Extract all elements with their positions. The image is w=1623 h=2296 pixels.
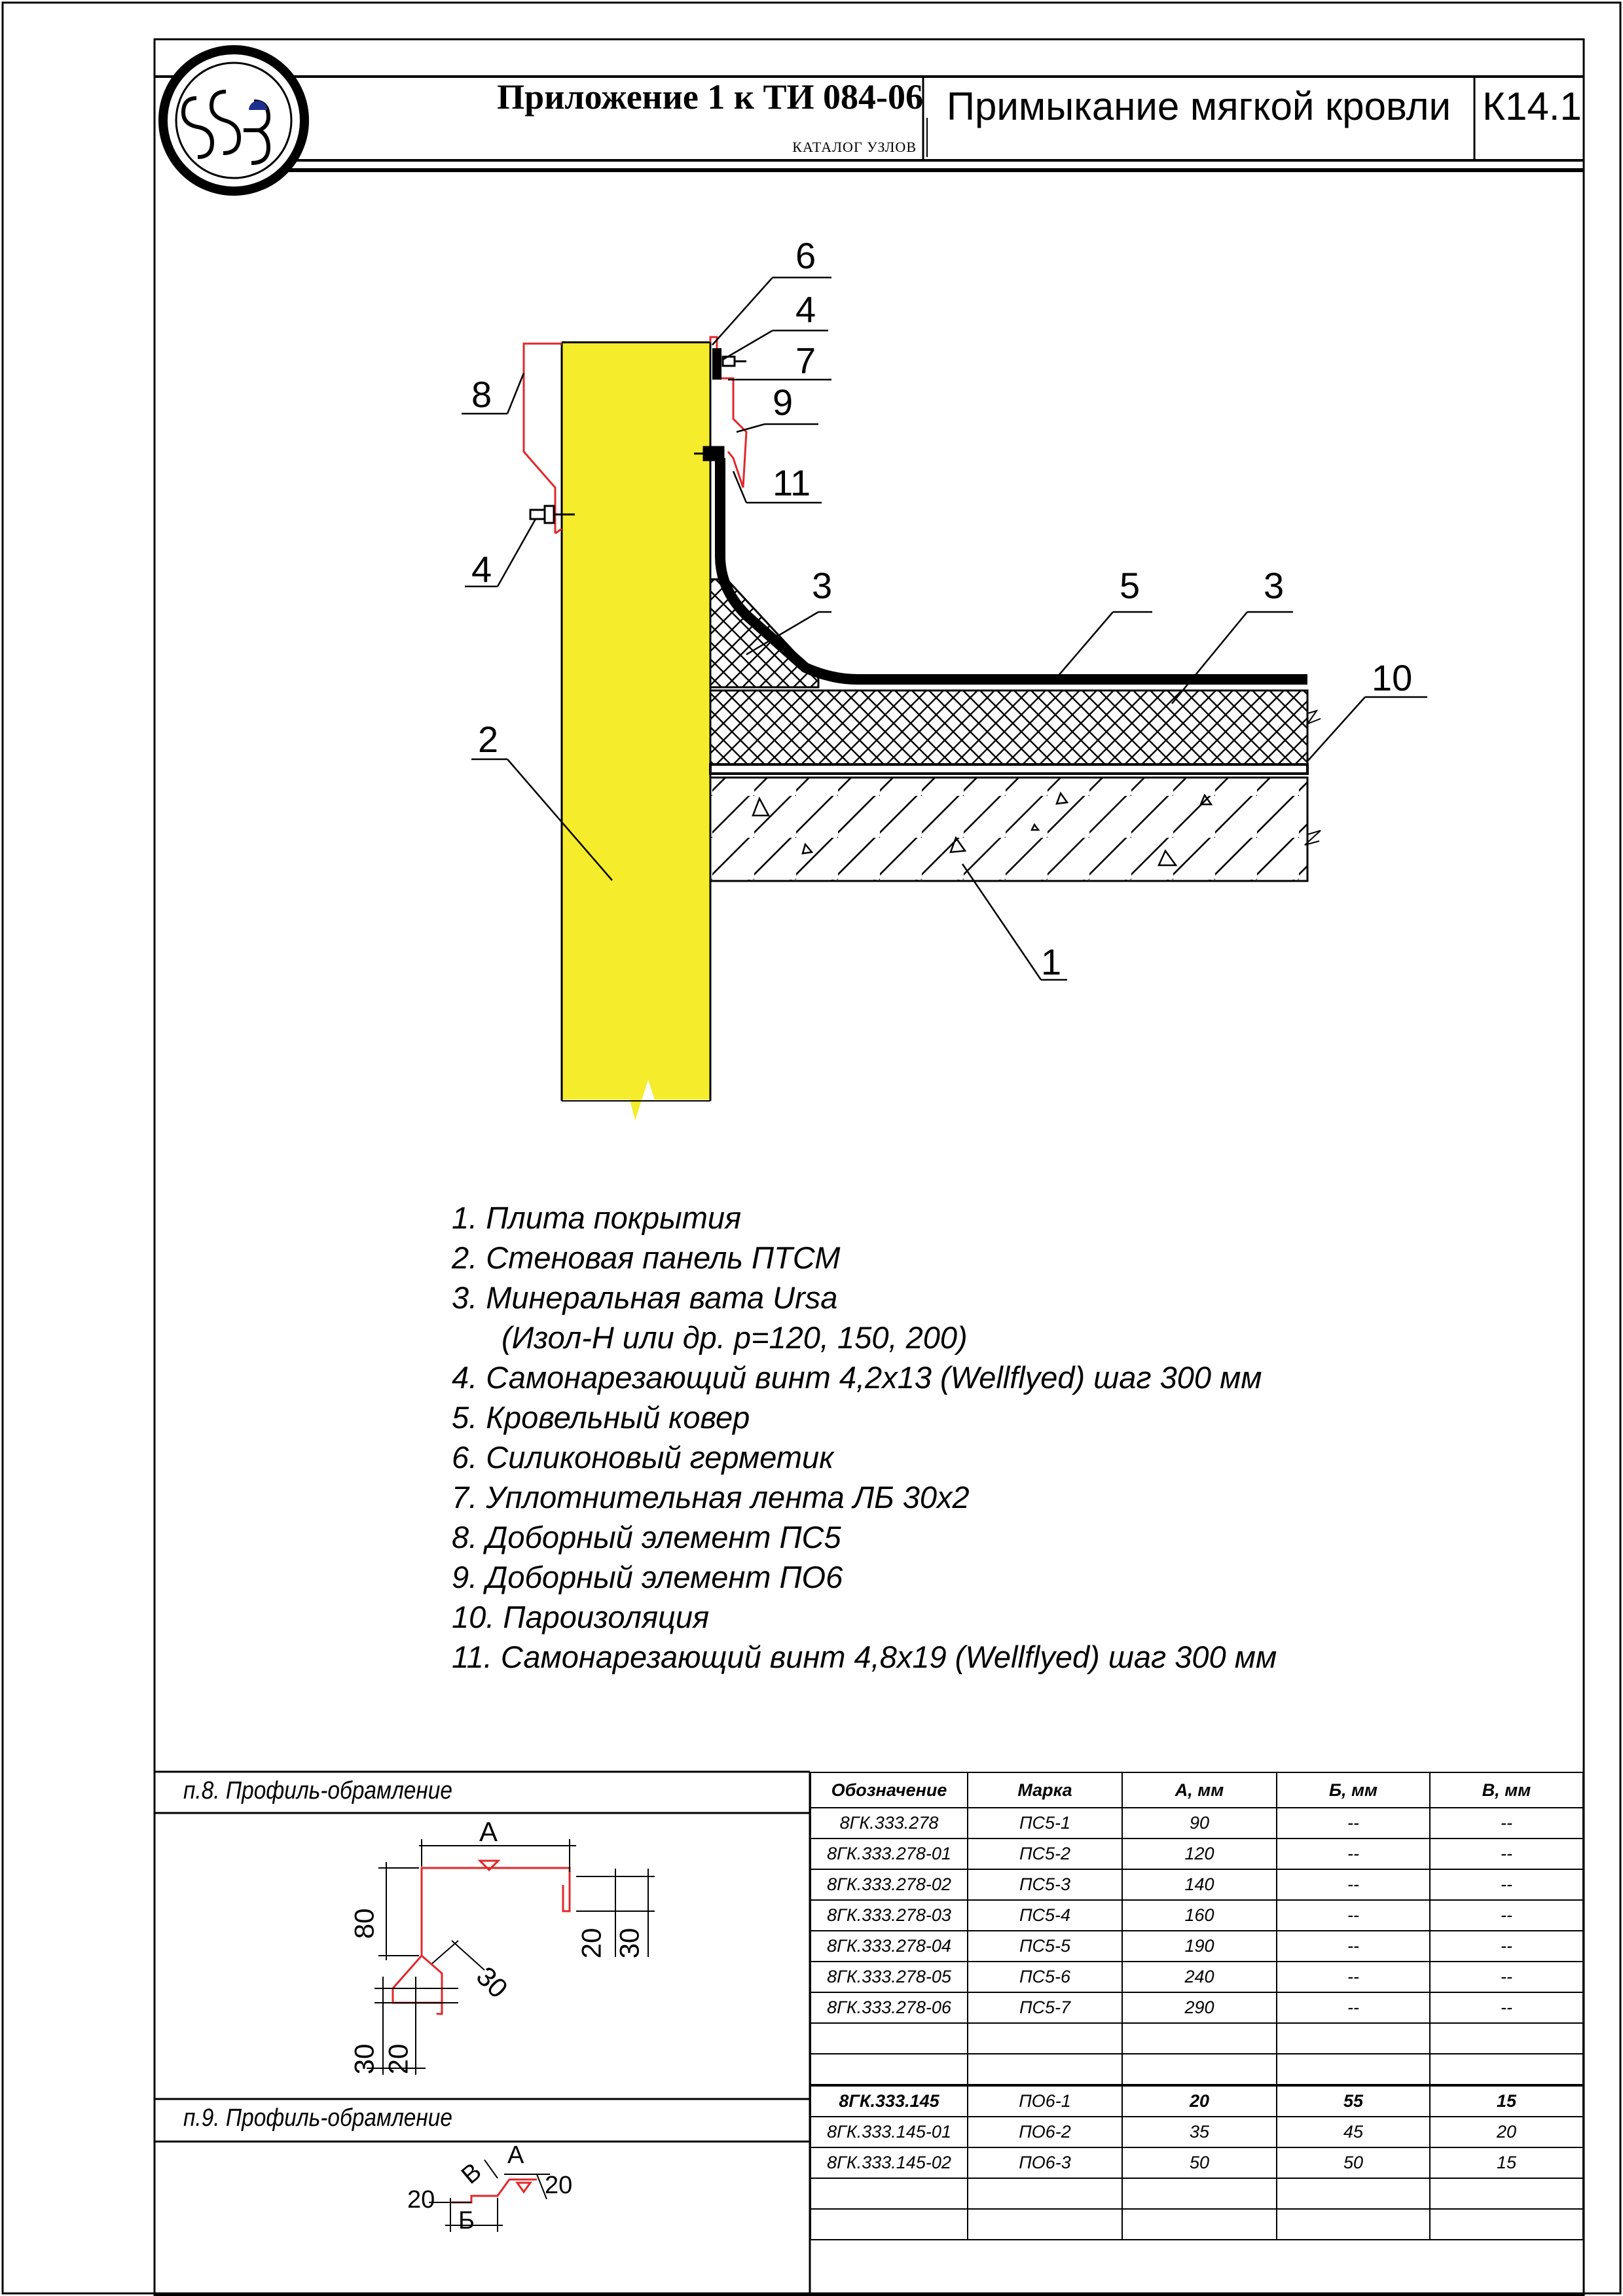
dim-30-bottom: 30 xyxy=(348,2043,380,2075)
table-row xyxy=(811,1962,1583,1992)
table-row-empty xyxy=(811,2178,1583,2209)
col-header: В, мм xyxy=(1430,1772,1583,1808)
callout-9: 9 xyxy=(773,382,793,423)
legend-item: (Изол-Н или др. р=120, 150, 200) xyxy=(501,1320,968,1355)
spec-table xyxy=(810,1772,1584,2240)
profile-ps5-sketch xyxy=(367,1839,655,2075)
table-row xyxy=(811,2147,1583,2178)
cell: 20 xyxy=(1430,2117,1583,2147)
cell: 90 xyxy=(1122,1808,1277,1839)
cell: ПС5-7 xyxy=(968,1992,1122,2023)
sheet-title: Примыкание мягкой кровли xyxy=(946,84,1451,128)
cell: -- xyxy=(1277,1869,1430,1900)
cell: 15 xyxy=(1430,2147,1583,2178)
cell: -- xyxy=(1430,1962,1583,1992)
cell: -- xyxy=(1430,1900,1583,1931)
cell: 120 xyxy=(1122,1839,1277,1869)
cell: ПС5-4 xyxy=(968,1900,1122,1931)
cell: ПО6-1 xyxy=(968,2085,1122,2117)
table-row-empty xyxy=(811,2209,1583,2240)
callout-5: 5 xyxy=(1120,565,1140,606)
cell: -- xyxy=(1277,1962,1430,1992)
appendix-title: Приложение 1 к ТИ 084-06 xyxy=(497,77,923,117)
callout-11: 11 xyxy=(773,462,811,503)
callout-4-right: 4 xyxy=(795,289,816,330)
cell: -- xyxy=(1430,1992,1583,2023)
sheet-code: К14.1 xyxy=(1482,84,1582,128)
cell: ПС5-2 xyxy=(968,1839,1122,1869)
cell: 50 xyxy=(1277,2147,1430,2178)
legend-item: 10. Пароизоляция xyxy=(452,1600,710,1634)
callout-7: 7 xyxy=(795,340,816,381)
cell: -- xyxy=(1277,1808,1430,1839)
legend-item: 6. Силиконовый герметик xyxy=(452,1440,834,1475)
legend-item: 9. Доборный элемент ПО6 xyxy=(452,1560,843,1594)
legend-item: 3. Минеральная вата Ursa xyxy=(452,1280,838,1315)
callout-3-left: 3 xyxy=(812,565,833,606)
table-row-empty xyxy=(811,2054,1583,2085)
legend-item: 1. Плита покрытия xyxy=(452,1200,742,1235)
callout-8: 8 xyxy=(471,374,492,415)
cell: 8ГК.333.278 xyxy=(811,1808,968,1839)
callout-2: 2 xyxy=(478,719,499,760)
company-logo xyxy=(163,50,304,191)
legend-item: 11. Самонарезающий винт 4,8х19 (Wellflyed) шаг 300 мм xyxy=(452,1640,1277,1674)
cell: 8ГК.333.278-05 xyxy=(811,1962,968,1992)
cell: 45 xyxy=(1277,2117,1430,2147)
catalog-label: КАТАЛОГ УЗЛОВ xyxy=(792,139,917,155)
callout-3-right: 3 xyxy=(1264,565,1285,606)
cell: ПС5-6 xyxy=(968,1962,1122,1992)
cell: -- xyxy=(1277,1839,1430,1869)
cell: 160 xyxy=(1122,1900,1277,1931)
legend-item: 7. Уплотнительная лента ЛБ 30х2 xyxy=(452,1480,970,1515)
cell: ПС5-1 xyxy=(968,1808,1122,1839)
dim-20-right-po6: 20 xyxy=(545,2172,573,2199)
col-header: Марка xyxy=(968,1772,1122,1808)
cell: 8ГК.333.145-01 xyxy=(811,2117,968,2147)
cell: 8ГК.333.278-02 xyxy=(811,1869,968,1900)
cell: 35 xyxy=(1122,2117,1277,2147)
legend-list xyxy=(452,1198,1434,1677)
cell: -- xyxy=(1430,1839,1583,1869)
cell: -- xyxy=(1430,1808,1583,1839)
table-row xyxy=(811,1900,1583,1931)
dim-b-po6: Б xyxy=(458,2207,475,2234)
section-8-title: п.8. Профиль-обрамление xyxy=(183,1777,453,1804)
dim-20-right: 20 xyxy=(575,1928,607,1959)
dim-80: 80 xyxy=(348,1908,380,1939)
table-row xyxy=(811,1808,1583,1839)
table-row-empty xyxy=(811,2023,1583,2054)
dim-a-po6: А xyxy=(507,2142,524,2169)
table-row xyxy=(811,1839,1583,1869)
table-row xyxy=(811,1992,1583,2023)
cell: 8ГК.333.145 xyxy=(811,2085,968,2117)
cell: -- xyxy=(1277,1931,1430,1962)
cell: 55 xyxy=(1277,2085,1430,2117)
callout-10: 10 xyxy=(1372,657,1413,698)
dim-30-diag: 30 xyxy=(470,1960,514,2004)
cell: ПО6-3 xyxy=(968,2147,1122,2178)
cell: 20 xyxy=(1122,2085,1277,2117)
cell: 8ГК.333.278-06 xyxy=(811,1992,968,2023)
table-row xyxy=(811,2085,1583,2117)
col-header: Б, мм xyxy=(1277,1772,1430,1808)
cell: ПС5-3 xyxy=(968,1869,1122,1900)
cell: 140 xyxy=(1122,1869,1277,1900)
cell: 8ГК.333.278-04 xyxy=(811,1931,968,1962)
dim-a-ps5: А xyxy=(479,1816,498,1847)
col-header: А, мм xyxy=(1122,1772,1277,1808)
cell: ПС5-5 xyxy=(968,1931,1122,1962)
cell: ПО6-2 xyxy=(968,2117,1122,2147)
callout-1: 1 xyxy=(1041,941,1062,982)
cell: 15 xyxy=(1430,2085,1583,2117)
cell: 8ГК.333.278-01 xyxy=(811,1839,968,1869)
cell: 50 xyxy=(1122,2147,1277,2178)
dim-v-po6: В xyxy=(456,2157,487,2190)
dim-20-bottom: 20 xyxy=(382,2043,414,2075)
profile-po6-sketch xyxy=(429,2157,550,2232)
cell: 240 xyxy=(1122,1962,1277,1992)
roof-junction-drawing xyxy=(462,278,1427,1121)
cell: -- xyxy=(1430,1931,1583,1962)
cell: 290 xyxy=(1122,1992,1277,2023)
cell: -- xyxy=(1277,1992,1430,2023)
cell: -- xyxy=(1430,1869,1583,1900)
legend-item: 8. Доборный элемент ПС5 xyxy=(452,1520,841,1554)
table-row xyxy=(811,1931,1583,1962)
dim-30-right: 30 xyxy=(613,1928,645,1959)
table-row xyxy=(811,1869,1583,1900)
cell: -- xyxy=(1277,1900,1430,1931)
legend-item: 2. Стеновая панель ПТСМ xyxy=(452,1240,841,1275)
col-header: Обозначение xyxy=(811,1772,968,1808)
section-9-title: п.9. Профиль-обрамление xyxy=(183,2104,453,2132)
cell: 190 xyxy=(1122,1931,1277,1962)
callout-6: 6 xyxy=(795,235,816,276)
legend-item: 5. Кровельный ковер xyxy=(452,1400,750,1435)
table-row xyxy=(811,2117,1583,2147)
legend-item: 4. Самонарезающий винт 4,2х13 (Wellflyed) шаг 300 мм xyxy=(452,1360,1262,1395)
dim-20-left-po6: 20 xyxy=(407,2186,435,2214)
cell: 8ГК.333.278-03 xyxy=(811,1900,968,1931)
cell: 8ГК.333.145-02 xyxy=(811,2147,968,2178)
callout-4-left: 4 xyxy=(471,548,492,590)
